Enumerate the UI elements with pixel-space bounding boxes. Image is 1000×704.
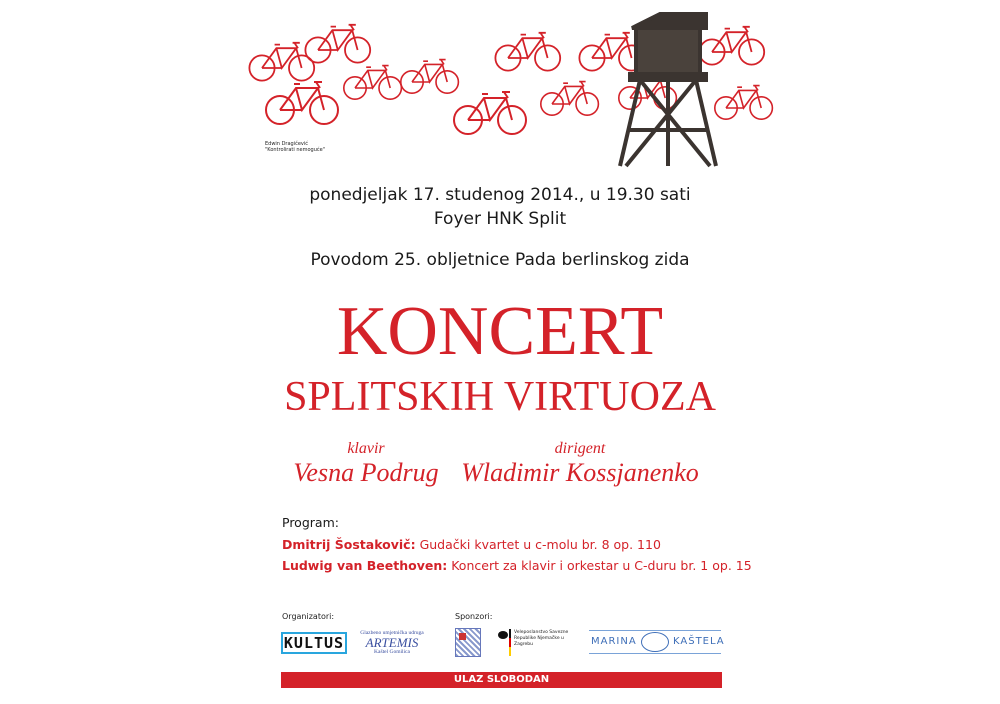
credit-author: Edwin Dragičević xyxy=(265,141,309,147)
program-heading: Program: xyxy=(282,515,339,530)
marina-kastela-logo xyxy=(589,630,725,654)
bicycle-icon xyxy=(495,33,560,71)
event-venue: Foyer HNK Split xyxy=(433,209,567,229)
watchtower-image xyxy=(620,14,716,166)
work: Gudački kvartet u c-molu br. 8 op. 110 xyxy=(419,537,661,552)
conductor-role: dirigent xyxy=(554,440,606,457)
program-item xyxy=(282,537,661,552)
bicycle-icon xyxy=(715,86,773,120)
kultus-logo: KULTUS xyxy=(281,632,347,654)
credit-title: "Kontrolirati nemoguće" xyxy=(265,147,326,153)
event-occasion: Povodom 25. obljetnice Pada berlinskog zida xyxy=(310,250,690,270)
sponsors-label: Sponzori: xyxy=(455,612,493,621)
eagle-icon xyxy=(498,631,508,639)
bicycle-icon xyxy=(249,43,314,81)
bicycle-icon xyxy=(401,60,459,94)
organizers-label: Organizatori: xyxy=(282,612,335,621)
bicycle-icon xyxy=(266,82,338,124)
bicycle-icon xyxy=(541,82,599,116)
marina-left: MARINA xyxy=(591,636,637,647)
marina-right: KAŠTELA xyxy=(673,636,725,647)
lighthouse-icon xyxy=(641,632,669,652)
event-date: ponedjeljak 17. studenog 2014., u 19.30 sati xyxy=(309,185,691,205)
artwork-credit xyxy=(265,141,325,153)
bicycle-icon xyxy=(344,66,402,100)
free-entry-banner: ULAZ SLOBODAN xyxy=(281,672,722,688)
german-flag-bar xyxy=(509,629,511,656)
performer-role: klavir xyxy=(347,440,385,457)
bicycle-icon xyxy=(454,92,526,134)
artemis-logo xyxy=(352,630,432,655)
artemis-name: ARTEMIS xyxy=(365,635,419,650)
performer-name: Vesna Podrug xyxy=(293,458,439,487)
title-koncert: KONCERT xyxy=(336,293,664,370)
embassy-logo-text: Veleposlanstvo Savezne Republike Njemačke u Zagrebu xyxy=(514,630,569,647)
composer: Dmitrij Šostakovič: xyxy=(282,537,416,552)
artemis-top: Glazbeno umjetnička udruga xyxy=(360,630,424,636)
town-coat-of-arms-logo xyxy=(455,628,481,657)
bicycles-artwork xyxy=(0,0,1000,170)
composer: Ludwig van Beethoven: xyxy=(282,558,448,573)
program-item xyxy=(282,558,752,573)
artemis-bottom: Kaštel Gomilica xyxy=(374,649,410,655)
work: Koncert za klavir i orkestar u C-duru br. 1 op. 15 xyxy=(451,558,752,573)
bicycle-icon xyxy=(699,27,764,65)
title-ensemble: SPLITSKIH VIRTUOZA xyxy=(284,374,716,420)
conductor-name: Wladimir Kossjanenko xyxy=(461,458,699,487)
bicycle-icon xyxy=(305,25,370,63)
